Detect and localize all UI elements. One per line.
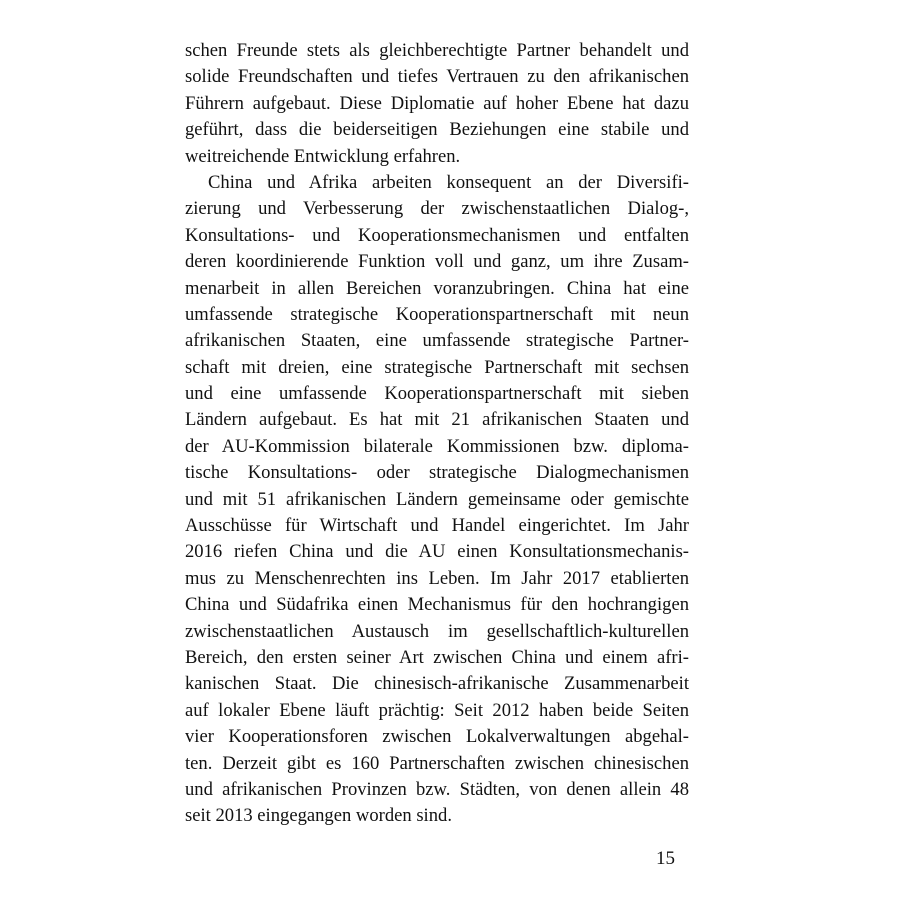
- text-line: Bereich, den ersten seiner Art zwischen China und einem afri-: [185, 646, 689, 668]
- text-line: schaft mit dreien, eine strategische Partnerschaft mit sechsen: [185, 356, 689, 378]
- text-line: tische Konsultations- oder strategische Dialogmechanismen: [185, 462, 689, 484]
- text-line: zierung und Verbesserung der zwischenstaatlichen Dialog-,: [185, 198, 689, 220]
- text-line: mus zu Menschenrechten ins Leben. Im Jahr 2017 etablierten: [185, 567, 689, 589]
- text-line: solide Freundschaften und tiefes Vertrauen zu den afrikanischen: [185, 66, 689, 88]
- text-line: seit 2013 eingegangen worden sind.: [185, 805, 452, 827]
- text-line: ten. Derzeit gibt es 160 Partnerschaften zwischen chinesischen: [185, 752, 689, 774]
- text-line: zwischenstaatlichen Austausch im gesellschaftlich-kulturellen: [185, 620, 689, 642]
- text-line: kanischen Staat. Die chinesisch-afrikanische Zusammenarbeit: [185, 673, 689, 695]
- text-line: vier Kooperationsforen zwischen Lokalverwaltungen abgehal-: [185, 726, 689, 748]
- text-line: und eine umfassende Kooperationspartnerschaft mit sieben: [185, 383, 689, 405]
- text-line: Ländern aufgebaut. Es hat mit 21 afrikanischen Staaten und: [185, 409, 689, 431]
- text-line: menarbeit in allen Bereichen voranzubringen. China hat eine: [185, 277, 689, 299]
- text-line: schen Freunde stets als gleichberechtigte Partner behandelt und: [185, 40, 689, 61]
- text-line: weitreichende Entwicklung erfahren.: [185, 145, 461, 167]
- text-line: deren koordinierende Funktion voll und ganz, um ihre Zusam-: [185, 251, 689, 273]
- page-number: 15: [656, 848, 675, 869]
- text-line: auf lokaler Ebene läuft prächtig: Seit 2012 haben beide Seiten: [185, 699, 689, 721]
- text-line: Ausschüsse für Wirtschaft und Handel eingerichtet. Im Jahr: [185, 515, 689, 537]
- text-line: afrikanischen Staaten, eine umfassende strategische Partner-: [185, 330, 689, 352]
- text-line: umfassende strategische Kooperationspartnerschaft mit neun: [185, 303, 689, 325]
- text-line: 2016 riefen China und die AU einen Konsultationsmechanis-: [185, 541, 689, 563]
- text-line: geführt, dass die beiderseitigen Beziehungen eine stabile und: [185, 119, 689, 141]
- text-line: und mit 51 afrikanischen Ländern gemeinsame oder gemischte: [185, 488, 689, 510]
- paragraph-1: [185, 38, 689, 170]
- text-line: China und Afrika arbeiten konsequent an der Diversifi-: [208, 171, 689, 193]
- paragraph-2: [185, 170, 689, 830]
- page-body: [185, 38, 689, 830]
- text-line: Konsultations- und Kooperationsmechanismen und entfalten: [185, 224, 689, 246]
- text-line: China und Südafrika einen Mechanismus für den hochrangigen: [185, 594, 689, 616]
- text-line: Führern aufgebaut. Diese Diplomatie auf hoher Ebene hat dazu: [185, 92, 689, 114]
- text-line: der AU-Kommission bilaterale Kommissionen bzw. diploma-: [185, 435, 689, 457]
- text-line: und afrikanischen Provinzen bzw. Städten, von denen allein 48: [185, 778, 689, 800]
